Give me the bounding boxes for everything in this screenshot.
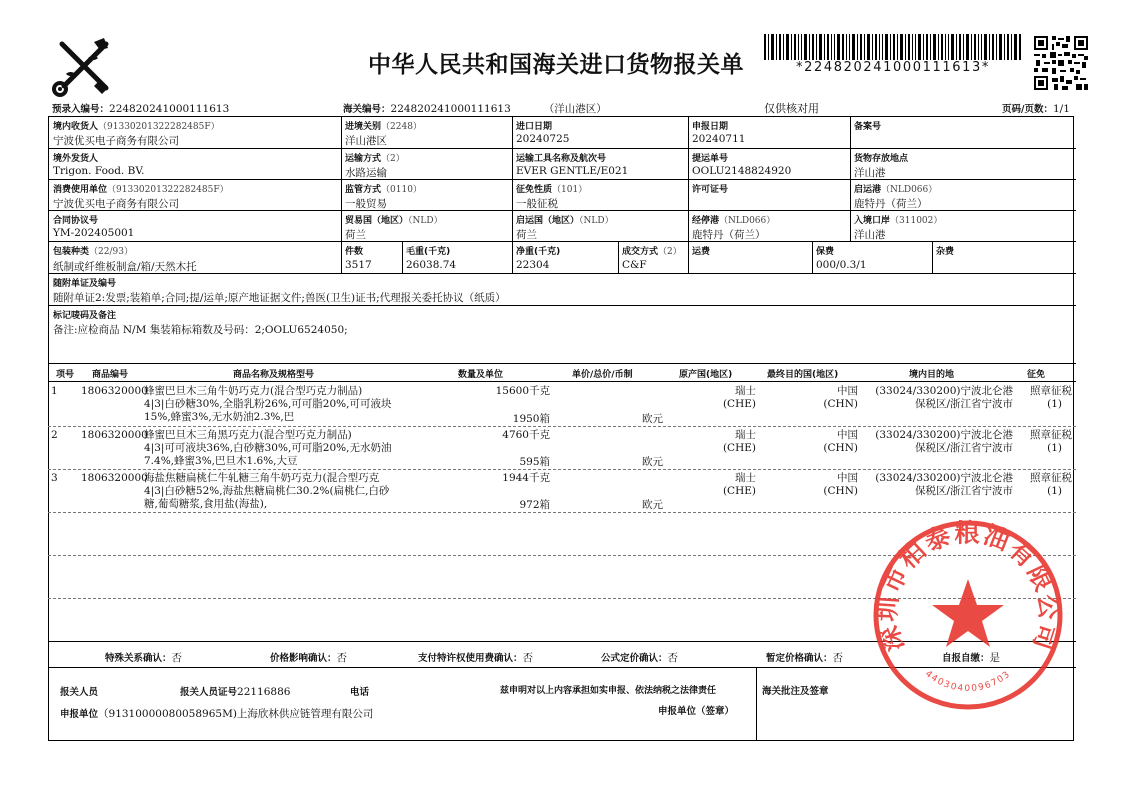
bill-of-lading-label: 提运单号 [692,154,729,164]
pieces-label: 件数 [345,247,364,257]
declare-unit-seal-label: 申报单位（签章） [658,706,735,717]
gross-weight-value: 26038.74 [406,259,457,271]
transit-port-label: 经停港（NLD066） [692,216,776,226]
departure-port-label: 启运港（NLD066） [854,185,938,195]
entry-customs-value: 洋山港区 [345,135,387,147]
seal-company-name: 深圳市柏泰粮油有限公司 [872,518,1064,656]
transit-port-value: 鹿特丹（荷兰） [692,229,766,241]
self-pay-confirm: 自报自缴：是 [942,652,1001,664]
departure-port-value: 鹿特丹（荷兰） [854,198,928,210]
import-date-value: 20240725 [516,133,570,145]
provisional-price-confirm: 暂定价格确认：否 [766,652,844,664]
entry-customs-label: 进境关别（2248） [345,122,422,132]
customs-key-caduceus-icon [50,34,118,98]
supervision-mode-value: 一般贸易 [345,198,387,210]
svg-text:4403040096703 [923,669,1013,694]
insurance-value: 000/0.3/1 [816,259,867,271]
barcode [764,34,1022,60]
marks-label: 标记唛码及备注 [53,311,117,321]
transport-mode-value: 水路运输 [345,167,387,179]
transport-mode-label: 运输方式（2） [345,154,405,164]
declare-unit: 申报单位（91310000080058965M)上海欣林供应链管理有限公司 [60,708,374,720]
record-no-label: 备案号 [854,122,882,132]
col-tax-header: 征免 [1027,370,1046,380]
col-name-header: 商品名称及规格型号 [233,370,315,380]
tax-nature-value: 一般征税 [516,198,558,210]
gross-weight-label: 毛重(千克) [406,247,451,257]
verify-note: 仅供核对用 [764,102,819,115]
formula-price-confirm: 公式定价确认：否 [601,652,679,664]
trade-country-value: 荷兰 [345,229,366,241]
royalty-confirm: 支付特许权使用费确认：否 [418,652,534,664]
page-count: 页码/页数：1/1 [1002,103,1070,115]
package-type-value: 纸制或纤维板制盒/箱/天然木托 [53,261,197,273]
transaction-mode-value: C&F [622,259,647,271]
special-relation-confirm: 特殊关系确认：否 [105,652,183,664]
declarant-no: 报关人员证号22116886 [180,686,291,698]
pre-entry-number: 预录入编号：224820241000111613 [52,103,230,115]
declare-date-label: 申报日期 [692,122,729,132]
legal-statement: 兹申明对以上内容承担如实申报、依法纳税之法律责任 [500,686,717,696]
consumer-value: 宁波优买电子商务有限公司 [53,198,179,210]
bill-of-lading-value: OOLU2148824920 [692,165,792,177]
overseas-shipper-label: 境外发货人 [53,154,99,164]
overseas-shipper-value: Trigon. Food. BV. [53,165,145,177]
barcode-text: *224820241000111613* [796,60,990,75]
customs-emblem [50,34,118,98]
col-code-header: 商品编号 [92,370,129,380]
col-item-header: 项号 [56,370,75,380]
col-domestic-header: 境内目的地 [909,370,955,380]
qr-code [1034,36,1088,90]
storage-place-label: 货物存放地点 [854,154,909,164]
consignee-value: 宁波优买电子商务有限公司 [53,135,179,147]
contract-no-value: YM-202405001 [53,227,135,239]
net-weight-value: 22304 [516,259,550,271]
price-impact-confirm: 价格影响确认：否 [270,652,348,664]
package-type-label: 包装种类（22/93） [53,247,133,257]
consumer-label: 消费使用单位（91330201322282485F） [53,185,229,195]
storage-place-value: 洋山港 [854,167,886,179]
seal-serial: 4403040096703 [923,669,1013,695]
phone-label: 电话 [350,687,370,698]
origin-country-value: 荷兰 [516,229,537,241]
col-price-header: 单价/总价/币制 [572,370,633,380]
insurance-label: 保费 [816,247,835,257]
trade-country-label: 贸易国（地区）（NLD） [345,216,443,226]
license-no-label: 许可证号 [692,185,729,195]
pieces-value: 3517 [345,259,372,271]
customs-approval-label: 海关批注及签章 [762,686,829,697]
origin-country-label: 启运国（地区）（NLD） [516,216,614,226]
col-origin-header: 原产国(地区) [679,370,733,380]
vessel-value: EVER GENTLE/E021 [516,165,629,177]
tax-nature-label: 征免性质（101） [516,185,588,195]
seal-star-icon [932,579,1004,647]
customs-number: 海关编号：224820241000111613 （洋山港区） [343,103,607,115]
attached-docs-value: 随附单证2:发票;装箱单;合同;提/运单;原产地证据文件;兽医(卫生)证书;代理报关委托协议（纸质） [53,292,506,304]
entry-port-label: 入境口岸（311002） [854,216,943,226]
declarant-label: 报关人员 [60,687,99,698]
net-weight-label: 净重(千克) [516,247,561,257]
vessel-label: 运输工具名称及航次号 [516,154,607,164]
supervision-mode-label: 监管方式（0110） [345,185,422,195]
consignee-label: 境内收货人（91330201322282485F） [53,122,220,132]
col-dest-header: 最终目的国(地区) [767,370,839,380]
declare-date-value: 20240711 [692,133,746,145]
attached-docs-label: 随附单证及编号 [53,279,117,289]
freight-label: 运费 [692,247,711,257]
col-qty-header: 数量及单位 [458,370,504,380]
transaction-mode-label: 成交方式（2） [622,247,682,257]
contract-no-label: 合同协议号 [53,216,99,226]
entry-port-value: 洋山港 [854,229,886,241]
marks-value: 备注:应检商品 N/M 集装箱标箱数及号码：2;OOLU6524050; [53,324,348,336]
company-seal [870,517,1066,713]
import-date-label: 进口日期 [516,122,553,132]
misc-fee-label: 杂费 [936,247,955,257]
page-title: 中华人民共和国海关进口货物报关单 [368,52,744,78]
